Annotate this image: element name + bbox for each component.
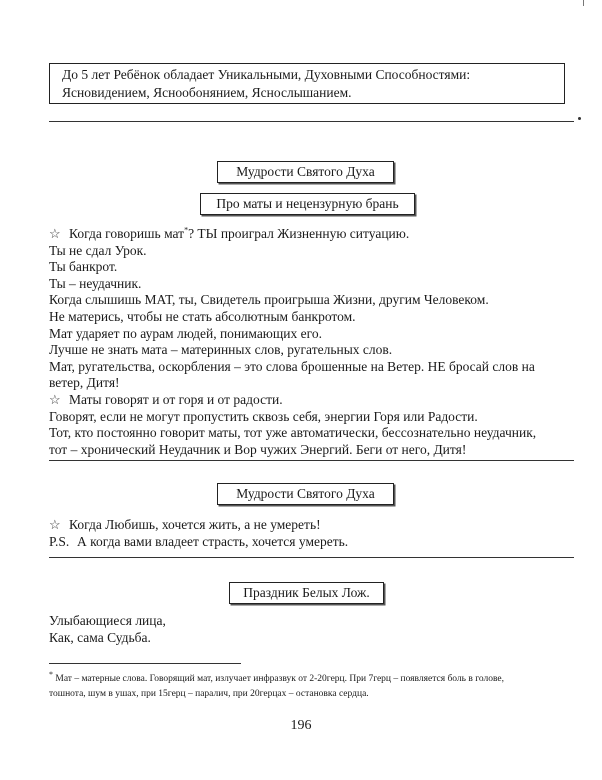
star-icon: ☆ (49, 226, 61, 241)
page-number: 196 (290, 718, 312, 733)
section2-body (49, 517, 577, 550)
section-subheading: Про маты и нецензурную брань (200, 193, 415, 215)
footnote-marker: * (184, 225, 189, 235)
footnote: * Мат – матерные слова. Говорящий мат, излучает инфразвук от 2-20герц. При 7герц – появляется боль в голове, тошнота, шум в ушах, при 15герц – паралич, при 20герцах – остановка сердца. (49, 669, 505, 699)
text-line: тот – хронический Неудачник и Вор чужих Энергий. Беги от него, Дитя! (49, 441, 467, 457)
text-line: Тот, кто постоянно говорит маты, тот уже автоматически, бессознательно неудачник, (49, 425, 537, 441)
text-line: Лучше не знать мата – материнных слов, ругательных слов. (49, 342, 393, 358)
intro-text: До 5 лет Ребёнок обладает Уникальными, Духовными Способностями: Ясновидением, Яснообонянием, Яснослышанием. (62, 67, 471, 100)
divider (49, 557, 574, 558)
section-heading: Праздник Белых Лож. (229, 582, 384, 604)
text-line: P.S. А когда вами владеет страсть, хочется умереть. (49, 533, 349, 549)
section3-body (49, 613, 577, 646)
text-line: ☆ Когда Любишь, хочется жить, а не умереть! (49, 517, 321, 532)
star-icon: ☆ (49, 391, 61, 407)
star-icon: ☆ (49, 517, 61, 532)
text-line: Говорят, если не могут пропустить сквозь себя, энергии Горя или Радости. (49, 408, 478, 424)
section-heading: Мудрости Святого Духа (217, 483, 394, 505)
text-line: Когда слышишь МАТ, ты, Свидетель проигрыша Жизни, другим Человеком. (49, 292, 489, 308)
text-line: Улыбающиеся лица, (49, 613, 166, 628)
footnote-rule (49, 663, 241, 664)
text-line: Мат ударяет по аурам людей, понимающих его. (49, 325, 322, 341)
text-line: Мат, ругательства, оскорбления – это слова брошенные на Ветер. НЕ бросай слов на (49, 358, 535, 374)
divider (49, 460, 574, 461)
text-line: Ты – неудачник. (49, 275, 142, 291)
scan-dot (578, 117, 581, 120)
text-line: ветер, Дитя! (49, 375, 120, 391)
text-line: Не матерись, чтобы не стать абсолютным банкротом. (49, 308, 356, 324)
text-line: Ты банкрот. (49, 259, 118, 275)
section1-body (49, 226, 577, 458)
divider (49, 121, 574, 122)
intro-box (49, 63, 565, 104)
scan-mark (583, 0, 584, 6)
text-line: Ты не сдал Урок. (49, 242, 147, 258)
section-heading: Мудрости Святого Духа (217, 161, 394, 183)
text-line: ☆ Когда говоришь мат*? ТЫ проиграл Жизненную ситуацию. (49, 225, 410, 241)
text-line: Как, сама Судьба. (49, 629, 151, 645)
text-line: ☆ Маты говорят и от горя и от радости. (49, 391, 283, 407)
